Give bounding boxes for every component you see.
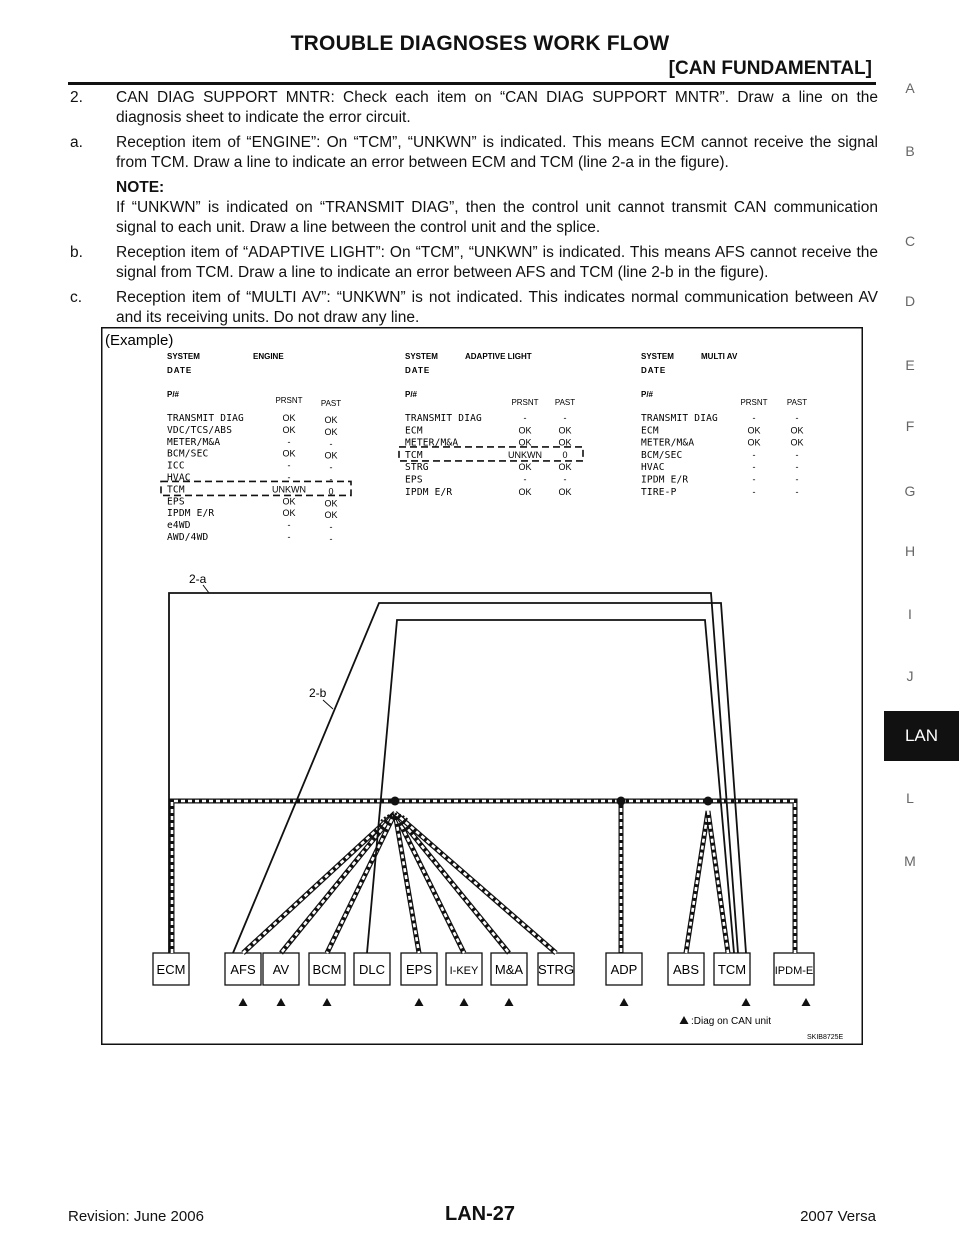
splice-dot xyxy=(391,797,400,806)
panel-row-item: VDC/TCS/ABS xyxy=(167,424,233,436)
unit-label: AV xyxy=(272,962,290,977)
panel-row-past: - xyxy=(795,413,799,423)
index-letter: J xyxy=(906,668,914,684)
panel-col-present: PRSNT xyxy=(511,398,539,407)
panel-row-past: OK xyxy=(324,450,338,461)
panel-system-name: ENGINE xyxy=(253,352,284,361)
panel-row-present: OK xyxy=(518,462,532,473)
panel-row-present: - xyxy=(287,460,291,471)
unit-label: EPS xyxy=(405,962,433,977)
step-2 xyxy=(68,88,878,128)
error-line-2b-inner xyxy=(367,620,734,953)
panel-row-item: TRANSMIT DIAG xyxy=(405,413,482,424)
page-title: TROUBLE DIAGNOSES WORK FLOW xyxy=(290,32,670,55)
panel-row-past: OK xyxy=(558,486,572,497)
panel-row-past: - xyxy=(795,462,799,473)
panel-row-item: ECM xyxy=(641,425,659,437)
panel-row-past: 0 xyxy=(562,449,568,460)
panel-pnum-label: P/# xyxy=(405,390,418,399)
panel-system-name: ADAPTIVE LIGHT xyxy=(465,352,532,361)
panel-row-item: METER/M&A xyxy=(405,437,459,449)
index-letter: E xyxy=(905,357,915,373)
panel-row-item: IPDM E/R xyxy=(167,508,215,520)
example-label: (Example) xyxy=(105,332,174,349)
instructions xyxy=(68,88,878,333)
panel-row-item: e4WD xyxy=(167,520,191,532)
panel-row-present: OK xyxy=(282,413,296,423)
note-heading: NOTE: xyxy=(116,179,165,196)
diag-marker-icon xyxy=(505,998,514,1006)
panel-date-label: DATE xyxy=(167,366,193,375)
step-marker: b. xyxy=(70,244,83,261)
unit-label: DLC xyxy=(358,962,386,977)
panel-row-present: - xyxy=(287,436,291,447)
index-letter: M xyxy=(904,853,916,869)
panel-row-past: - xyxy=(329,534,333,544)
line-label-2a-leader xyxy=(203,585,209,593)
index-letter: B xyxy=(905,143,915,159)
panel-row-item: TCM xyxy=(167,484,185,496)
panel-row-past: - xyxy=(795,449,799,460)
index-tab-lan: LAN xyxy=(884,711,959,761)
panel-row-present: - xyxy=(287,520,291,531)
diag-marker-icon xyxy=(460,998,469,1006)
panel-row-present: OK xyxy=(282,424,296,435)
panel-row-item: HVAC xyxy=(167,472,191,484)
can-branch-tcm-inner xyxy=(708,811,728,953)
error-line-2b-outer xyxy=(233,603,746,953)
index-letter: G xyxy=(904,483,916,499)
unit-label: TCM xyxy=(717,962,747,977)
splice-dot xyxy=(617,797,626,806)
step-c xyxy=(68,288,878,328)
index-letter: L xyxy=(906,790,914,806)
step-text: Reception item of “ADAPTIVE LIGHT”: On “TCM”, “UNKWN” is indicated. This means AFS cannot receive the signal from TCM. Draw a line to indicate an error between AFS and TCM (line 2-b in the figure). xyxy=(116,244,878,281)
step-text: CAN DIAG SUPPORT MNTR: Check each item on “CAN DIAG SUPPORT MNTR”. Draw a line on the diagnosis sheet to indicate the error circuit. xyxy=(116,89,878,126)
panel-row-present: OK xyxy=(518,425,532,436)
diag-marker-icon xyxy=(742,998,751,1006)
panel-row-past: - xyxy=(329,438,333,449)
panel-row-past: - xyxy=(795,474,799,485)
panel-row-present: OK xyxy=(518,437,532,448)
panel-row-past: - xyxy=(329,474,333,485)
panel-row-past: OK xyxy=(558,462,572,473)
diag-marker-icon xyxy=(323,998,332,1006)
panel-row-item: ICC xyxy=(167,460,185,472)
step-marker: c. xyxy=(70,289,83,306)
panel-row-past: 0 xyxy=(328,486,334,497)
can-diagnosis-figure xyxy=(101,327,863,1045)
panel-row-present: - xyxy=(752,486,756,497)
panel-row-present: - xyxy=(287,472,291,483)
index-letter: D xyxy=(904,293,916,309)
panel-row-present: UNKWN xyxy=(272,484,306,495)
page-number: LAN-27 xyxy=(444,1203,515,1225)
panel-row-item: TRANSMIT DIAG xyxy=(641,413,718,424)
splice-dot xyxy=(704,797,713,806)
unit-label: BCM xyxy=(312,962,342,977)
panel-row-item: METER/M&A xyxy=(167,436,221,448)
panel-row-item: AWD/4WD xyxy=(167,532,209,543)
panel-error-highlight xyxy=(161,481,351,495)
panel-row-item: ECM xyxy=(405,425,423,437)
panel-row-present: - xyxy=(752,462,756,473)
panel-row-past: - xyxy=(329,462,333,473)
panel-error-highlight xyxy=(399,447,583,461)
panel-col-present: PRSNT xyxy=(740,398,768,407)
panel-row-present: OK xyxy=(282,448,296,459)
legend-marker-icon xyxy=(680,1016,689,1024)
panel-row-item: STRG xyxy=(405,462,429,474)
panel-date-label: DATE xyxy=(641,366,667,375)
panel-row-present: OK xyxy=(282,508,296,519)
panel-pnum-label: P/# xyxy=(641,390,654,399)
panel-row-past: OK xyxy=(324,498,338,509)
panel-row-present: - xyxy=(752,413,756,423)
panel-system-label: SYSTEM xyxy=(641,352,674,361)
unit-label: IPDM-E xyxy=(774,965,814,977)
index-letter: H xyxy=(904,543,916,559)
step-text: Reception item of “MULTI AV”: “UNKWN” is not indicated. This indicates normal communication between AV and its receiving units. Do not draw any line. xyxy=(116,289,878,326)
panel-row-present: UNKWN xyxy=(508,449,542,460)
panel-row-present: OK xyxy=(518,486,532,497)
diag-marker-icon xyxy=(415,998,424,1006)
panel-row-present: - xyxy=(752,449,756,460)
panel-system-name: MULTI AV xyxy=(701,352,738,361)
panel-col-present: PRSNT xyxy=(275,396,303,405)
unit-label: ECM xyxy=(156,962,186,977)
step-text: Reception item of “ENGINE”: On “TCM”, “UNKWN” is indicated. This means ECM cannot receive the signal from TCM. Draw a line to indicate an error between ECM and TCM (line 2-a in the figure). xyxy=(116,134,878,171)
diag-marker-icon xyxy=(620,998,629,1006)
panel-row-item: EPS xyxy=(167,496,185,508)
panel-row-item: TIRE-P xyxy=(641,486,677,498)
panel-col-past: PAST xyxy=(554,398,576,407)
vehicle-model: 2007 Versa xyxy=(800,1208,876,1225)
unit-label: M&A xyxy=(494,962,524,977)
note-text: If “UNKWN” is indicated on “TRANSMIT DIAG”, then the control unit cannot transmit CAN communication signal to each unit. Draw a line between the control unit and the splice. xyxy=(116,199,878,236)
index-letter: A xyxy=(905,80,915,96)
diag-marker-icon xyxy=(239,998,248,1006)
section-title: [CAN FUNDAMENTAL] xyxy=(668,58,872,79)
index-letter: I xyxy=(908,606,912,622)
panel-row-past: - xyxy=(795,486,799,497)
line-label-2a: 2-a xyxy=(189,572,207,586)
line-label-2b-leader xyxy=(323,700,333,709)
panel-row-item: IPDM E/R xyxy=(641,474,689,486)
panel-pnum-label: P/# xyxy=(167,390,180,399)
panel-row-past: - xyxy=(563,474,567,485)
line-label-2b: 2-b xyxy=(309,686,327,700)
panel-col-past: PAST xyxy=(786,398,808,407)
panel-system-label: SYSTEM xyxy=(167,352,200,361)
panel-row-item: BCM/SEC xyxy=(167,448,209,460)
panel-row-item: TRANSMIT DIAG xyxy=(167,413,244,424)
panel-row-present: OK xyxy=(747,437,761,448)
panel-row-present: - xyxy=(752,474,756,485)
panel-row-item: METER/M&A xyxy=(641,437,695,449)
error-line-2a xyxy=(169,593,738,953)
step-b xyxy=(68,243,878,283)
diag-marker-icon xyxy=(802,998,811,1006)
panel-col-past: PAST xyxy=(320,399,342,408)
revision-date: Revision: June 2006 xyxy=(68,1208,204,1225)
legend-text: :Diag on CAN unit xyxy=(691,1016,772,1027)
panel-row-past: - xyxy=(329,522,333,533)
header-rule xyxy=(68,82,876,85)
unit-label: AFS xyxy=(230,962,256,977)
panel-row-past: OK xyxy=(324,415,338,425)
panel-row-item: BCM/SEC xyxy=(641,449,683,461)
panel-date-label: DATE xyxy=(405,366,431,375)
panel-system-label: SYSTEM xyxy=(405,352,438,361)
panel-row-item: IPDM E/R xyxy=(405,486,453,498)
panel-row-item: TCM xyxy=(405,449,423,461)
panel-row-item: EPS xyxy=(405,474,423,486)
panel-row-past: - xyxy=(563,413,567,423)
step-marker: a. xyxy=(70,134,83,151)
step-a xyxy=(68,133,878,173)
panel-row-present: - xyxy=(523,474,527,485)
index-letter: F xyxy=(905,418,915,434)
panel-row-past: OK xyxy=(324,510,338,521)
can-branch-abs-inner xyxy=(686,811,708,953)
figure-id: SKIB8725E xyxy=(807,1034,844,1041)
panel-row-past: OK xyxy=(558,437,572,448)
panel-row-past: OK xyxy=(790,437,804,448)
index-letter: C xyxy=(904,233,916,249)
unit-label: ABS xyxy=(672,962,700,977)
unit-label: I-KEY xyxy=(449,965,479,977)
panel-row-item: HVAC xyxy=(641,462,665,474)
panel-row-present: OK xyxy=(747,425,761,436)
panel-row-present: OK xyxy=(282,496,296,507)
unit-label: STRG xyxy=(537,962,575,977)
panel-row-past: OK xyxy=(324,426,338,437)
panel-row-past: OK xyxy=(790,425,804,436)
unit-label: ADP xyxy=(610,962,638,977)
diag-marker-icon xyxy=(277,998,286,1006)
panel-row-present: - xyxy=(287,532,291,542)
panel-row-present: - xyxy=(523,413,527,423)
step-marker: 2. xyxy=(70,89,83,106)
panel-row-past: OK xyxy=(558,425,572,436)
